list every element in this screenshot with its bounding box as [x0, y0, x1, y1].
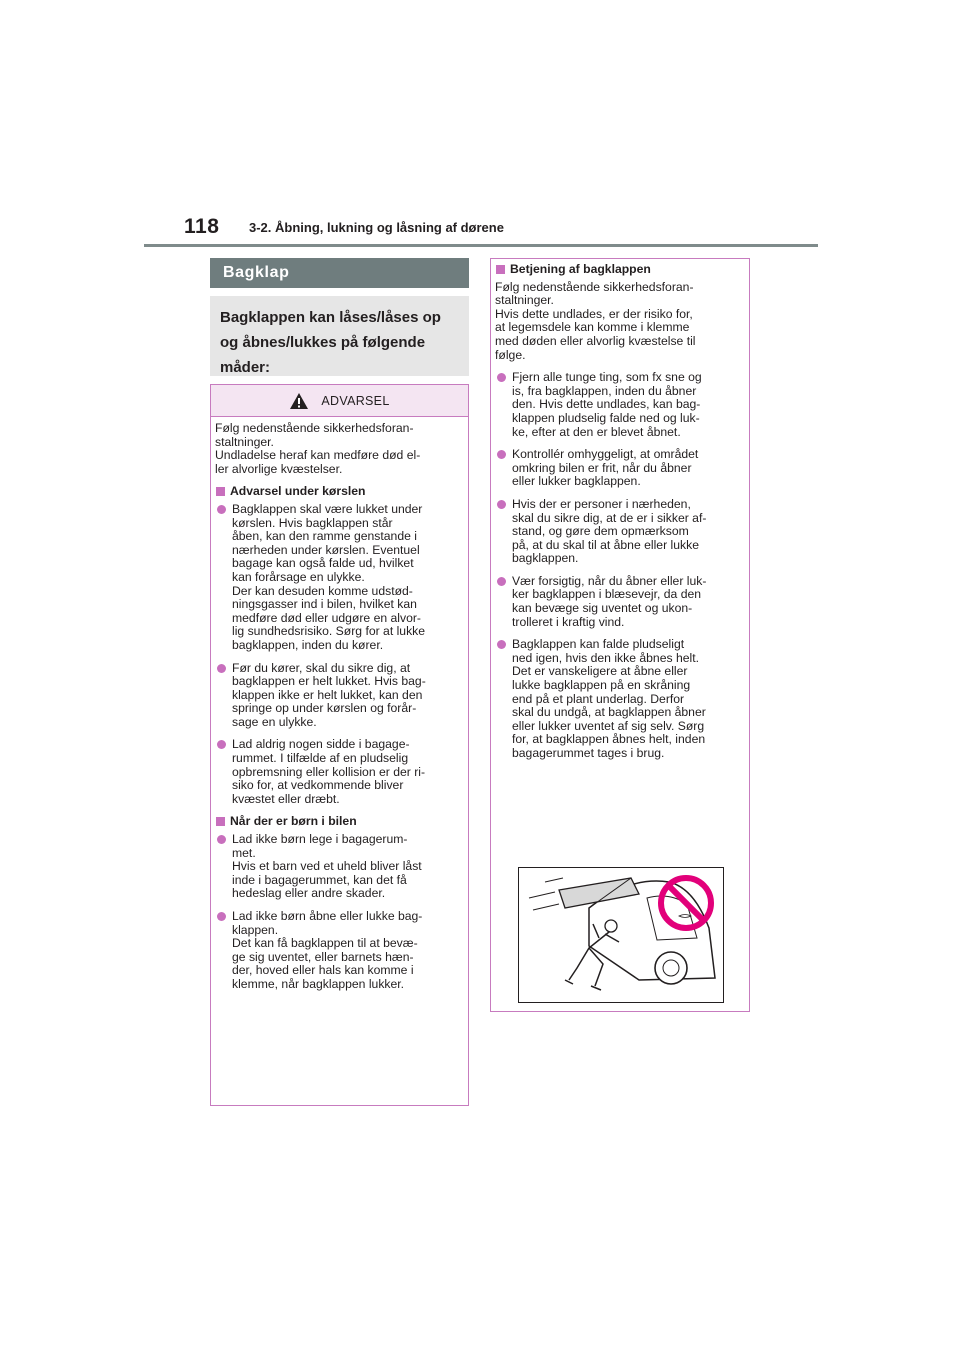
- dot-bullet-icon: [217, 740, 226, 749]
- dot-bullet-icon: [497, 373, 506, 382]
- topic-intro: Bagklappen kan låses/låses op og åbnes/lukkes på følgende måder:: [210, 296, 469, 376]
- topic-title: Bagklap: [210, 258, 469, 288]
- warning-label: ADVARSEL: [321, 393, 390, 408]
- warning-intro: Følg nedenstående sikkerhedsforan- staltninger. Undladelse heraf kan medføre død el- ler alvorlige kvæstelser.: [215, 421, 421, 476]
- dot-bullet-icon: [217, 835, 226, 844]
- warning-box: [210, 384, 469, 1106]
- warning-bullet: Lad aldrig nogen sidde i bagage- rummet. I tilfælde af en pludselig opbremsning eller kollision er der ri- siko for, at vedkommende bliver kvæstet eller dræbt.: [215, 738, 462, 806]
- operation-bullet: Hvis der er personer i nærheden, skal du sikre dig, at de er i sikker af- stand, og gøre dem opmærksom på, at du skal til at åbne eller lukke bagklappen.: [495, 498, 743, 566]
- warning-bullet: Før du kører, skal du sikre dig, at bagklappen er helt lukket. Hvis bag- klappen ikke er helt lukket, kan den springe op under kørslen og forår- sage en ulykke.: [215, 662, 462, 730]
- square-bullet-icon: [216, 487, 225, 496]
- operation-subheading: Betjening af bagklappen: [495, 263, 743, 277]
- operation-bullet: Vær forsigtig, når du åbner eller luk- ker bagklappen i blæsevejr, da den kan bevæge sig uventet og ukon- trolleret i kraftig vind.: [495, 575, 743, 629]
- dot-bullet-icon: [217, 664, 226, 673]
- square-bullet-icon: [216, 817, 225, 826]
- operation-intro: Følg nedenstående sikkerhedsforan- staltninger. Hvis dette undlades, er der risiko for, at legemsdele kan komme i klemme med døden eller alvorlig kvæstelse til følge.: [495, 279, 696, 362]
- warning-bullet: Lad ikke børn lege i bagagerum- met. Hvis et barn ved et uheld bliver låst inde i bagagerummet, kan det få hedeslag eller andre skader.: [215, 833, 462, 901]
- warning-bullet: Bagklappen skal være lukket under kørslen. Hvis bagklappen står åben, kan den ramme genstande i nærheden under kørslen. Eventuel bagage kan også falde ud, hvilket kan forårsage en ulykke. Der kan desuden komme udstød- ningsgasser ind i bilen, hvilket kan medføre død eller udgøre en alvor- lig sundhedsrisiko. Sørg for at lukke bagklappen, inden du kører.: [215, 503, 462, 653]
- header-divider: [144, 244, 818, 247]
- operation-bullet: Fjern alle tunge ting, som fx sne og is, fra bagklappen, inden du åbner den. Hvis dette undlades, kan bag- klappen pludselig falde ned og luk- ke, efter at den er blevet åbnet.: [495, 371, 743, 439]
- section-title: 3-2. Åbning, lukning og låsning af dørene: [249, 220, 504, 235]
- dot-bullet-icon: [497, 450, 506, 459]
- warning-subheading: Advarsel under kørslen: [215, 485, 462, 499]
- operation-bullet: Bagklappen kan falde pludseligt ned igen, hvis den ikke åbnes helt. Det er vanskeligere at åbne eller lukke bagklappen på en skråning end på et plant underlag. Derfor skal du undgå, at bagklappen åbner eller lukker uventet af sig selv. Sørg for, at bagklappen åbnes helt, inden bagagerummet tages i brug.: [495, 638, 743, 760]
- warning-subheading: Når der er børn i bilen: [215, 815, 462, 829]
- dot-bullet-icon: [497, 577, 506, 586]
- prohibition-icon: [657, 874, 715, 932]
- page-number: 118: [184, 215, 220, 238]
- dot-bullet-icon: [497, 500, 506, 509]
- operation-bullet: Kontrollér omhyggeligt, at området omkring bilen er frit, når du åbner eller lukker bagklappen.: [495, 448, 743, 489]
- operation-box: [490, 258, 750, 1012]
- warning-bullet: Lad ikke børn åbne eller lukke bag- klappen. Det kan få bagklappen til at bevæ- ge sig uventet, eller barnets hæn- der, hoved eller hals kan komme i klemme, når bagklappen lukker.: [215, 910, 462, 992]
- dot-bullet-icon: [217, 912, 226, 921]
- dot-bullet-icon: [497, 640, 506, 649]
- square-bullet-icon: [496, 265, 505, 274]
- warning-header: [211, 385, 468, 417]
- dot-bullet-icon: [217, 505, 226, 514]
- warning-content: [211, 417, 468, 992]
- warning-triangle-icon: [289, 392, 309, 410]
- operation-content: [491, 259, 749, 761]
- tailgate-wind-illustration: [518, 867, 724, 1003]
